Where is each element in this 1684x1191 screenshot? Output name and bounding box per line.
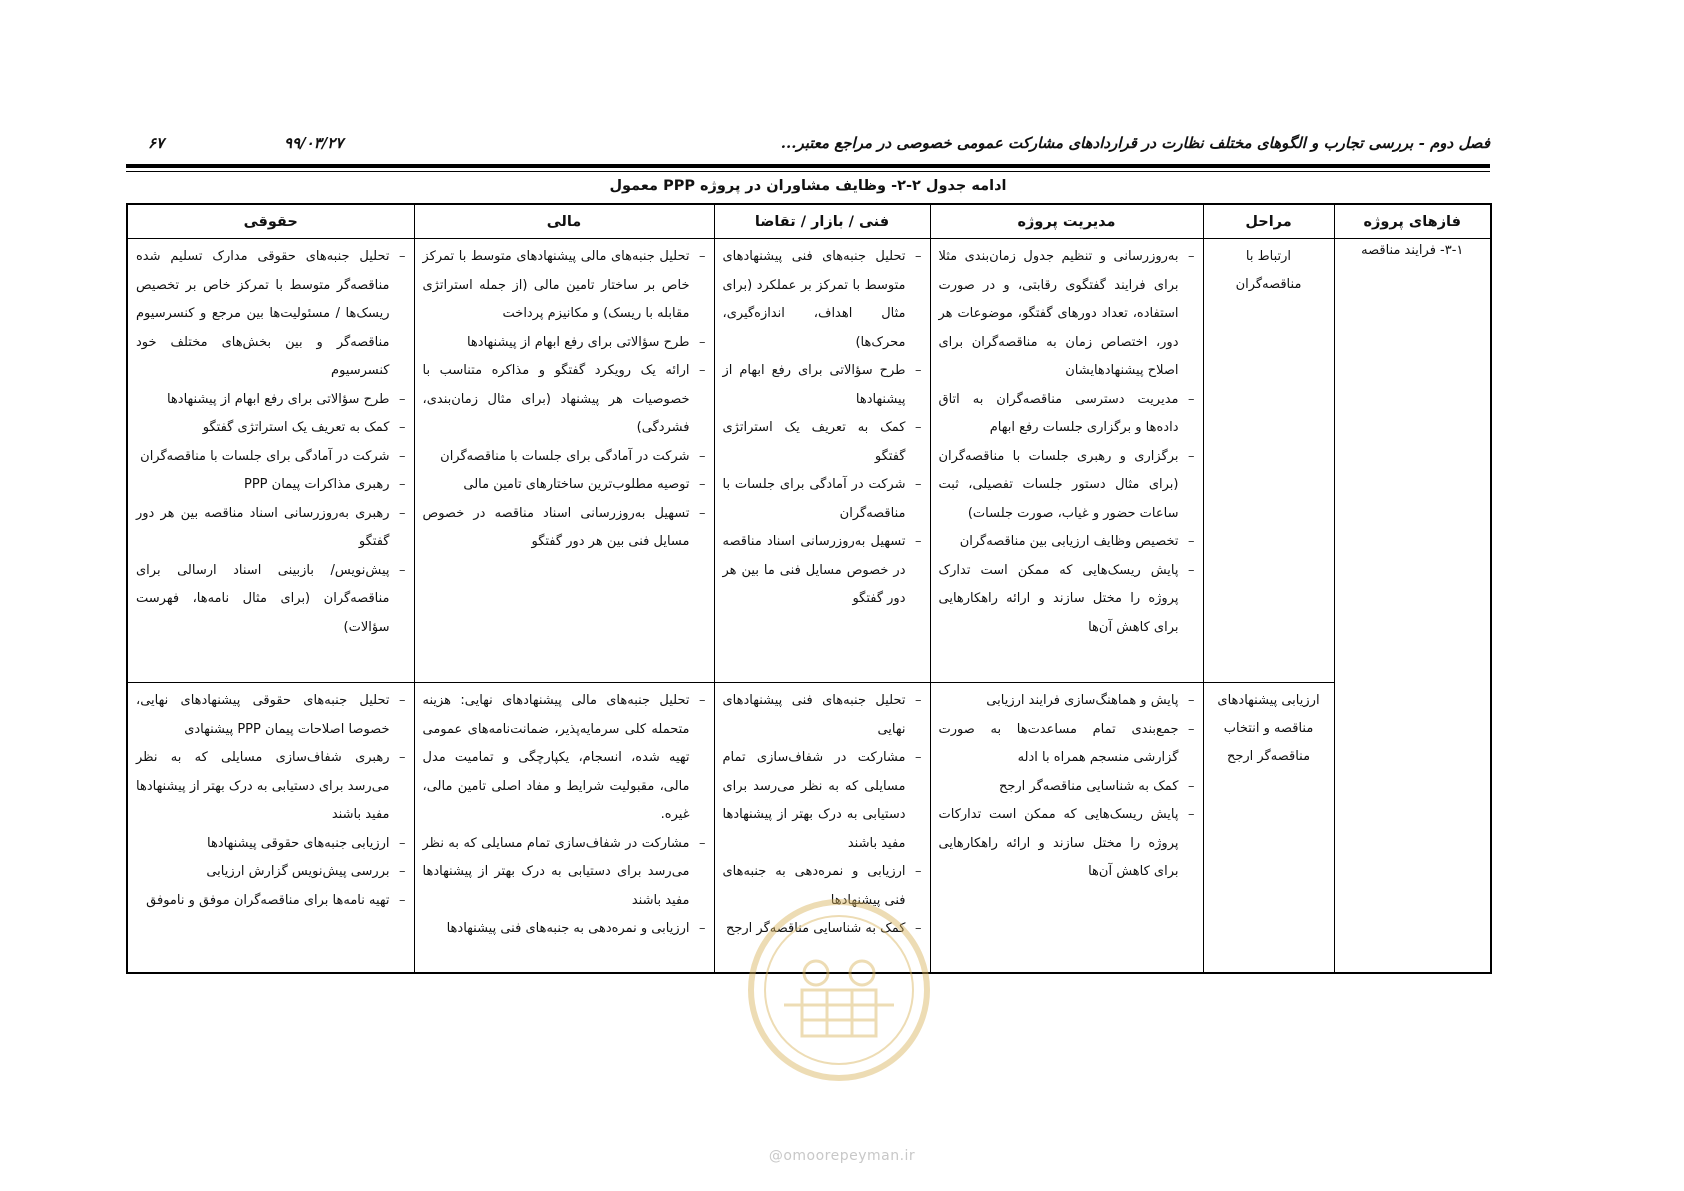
column-header-stages: مراحل: [1203, 204, 1334, 239]
list-item: – پایش ریسک‌هایی که ممکن است تدارک پروژه را مختل سازند و ارائه راهکارهایی برای کاهش آن‌ها: [939, 557, 1195, 643]
header-date: ۹۹/۰۳/۲۷: [284, 134, 344, 152]
column-header-phases: فازهای پروژه: [1334, 204, 1491, 239]
item-list: [136, 243, 406, 642]
item-list: [939, 687, 1195, 887]
stage-cell: ارتباط با مناقصه‌گران: [1203, 239, 1334, 683]
list-item: – طرح سؤالاتی برای رفع ابهام از پیشنهادها: [723, 357, 922, 414]
list-item: – رهبری مذاکرات پیمان PPP: [136, 471, 406, 500]
column-header-financial: مالی: [414, 204, 714, 239]
list-item: – ارائه یک رویکرد گفتگو و مذاکره متناسب با خصوصیات هر پیشنهاد (برای مثال زمان‌بندی، فشردگی): [423, 357, 706, 443]
list-item: – رهبری به‌روزرسانی اسناد مناقصه بین هر دور گفتگو: [136, 500, 406, 557]
list-item: – ارزیابی و نمره‌دهی به جنبه‌های فنی پیشنهادها: [723, 858, 922, 915]
list-item: – شرکت در آمادگی برای جلسات با مناقصه‌گران: [723, 471, 922, 528]
list-item: – تخصیص وظایف ارزیابی بین مناقصه‌گران: [939, 528, 1195, 557]
technical-cell: [714, 239, 930, 683]
list-item: – طرح سؤالاتی برای رفع ابهام از پیشنهادها: [423, 329, 706, 358]
technical-cell: [714, 683, 930, 973]
list-item: – کمک به تعریف یک استراتژی گفتگو: [136, 414, 406, 443]
list-item: – تحلیل جنبه‌های فنی پیشنهادهای نهایی: [723, 687, 922, 744]
list-item: – طرح سؤالاتی برای رفع ابهام از پیشنهادها: [136, 386, 406, 415]
column-header-legal: حقوقی: [127, 204, 414, 239]
list-item: – تحلیل جنبه‌های حقوقی مدارک تسلیم شده مناقصه‌گر متوسط با تمرکز خاص بر تخصیص ریسک‌ها / مسئولیت‌ها بین مرجع و کنسرسیوم مناقصه‌گر و بین بخش‌های مختلف خود کنسرسیوم: [136, 243, 406, 386]
list-item: – تسهیل به‌روزرسانی اسناد مناقصه در خصوص مسایل فنی ما بین هر دور گفتگو: [723, 528, 922, 614]
project-management-cell: [930, 239, 1203, 683]
list-item: – تحلیل جنبه‌های مالی پیشنهادهای متوسط با تمرکز خاص بر ساختار تامین مالی (از جمله استراتژی مقابله با ریسک) و مکانیزم پرداخت: [423, 243, 706, 329]
list-item: – مدیریت دسترسی مناقصه‌گران به اتاق داده‌ها و برگزاری جلسات رفع ابهام: [939, 386, 1195, 443]
item-list: [723, 687, 922, 944]
financial-cell: [414, 683, 714, 973]
list-item: – تحلیل جنبه‌های حقوقی پیشنهادهای نهایی، خصوصا اصلاحات پیمان PPP پیشنهادی: [136, 687, 406, 744]
list-item: – تحلیل جنبه‌های مالی پیشنهادهای نهایی: هزینه متحمله کلی سرمایه‌پذیر، ضمانت‌نامه‌های عمومی تهیه شده، انسجام، یکپارچگی و تمامیت مدل مالی، مقبولیت شرایط و مفاد اصلی تامین مالی، غیره.: [423, 687, 706, 830]
list-item: – کمک به تعریف یک استراتژی گفتگو: [723, 414, 922, 471]
list-item: – جمع‌بندی تمام مساعدت‌ها به صورت گزارشی منسجم همراه با ادله: [939, 716, 1195, 773]
list-item: – رهبری شفاف‌سازی مسایلی که به نظر می‌رسد برای دستیابی به درک بهتر از پیشنهادها مفید باشند: [136, 744, 406, 830]
list-item: – شرکت در آمادگی برای جلسات با مناقصه‌گران: [423, 443, 706, 472]
item-list: [723, 243, 922, 614]
column-header-technical: فنی / بازار / تقاضا: [714, 204, 930, 239]
list-item: – برگزاری و رهبری جلسات با مناقصه‌گران (برای مثال دستور جلسات تفصیلی، ثبت ساعات حضور و غیاب، صورت جلسات): [939, 443, 1195, 529]
legal-cell: [127, 239, 414, 683]
consultant-duties-table: [126, 203, 1492, 974]
list-item: – توصیه مطلوب‌ترین ساختارهای تامین مالی: [423, 471, 706, 500]
website-watermark: @omoorepeyman.ir: [768, 1148, 916, 1164]
chapter-title: فصل دوم - بررسی تجارب و الگوهای مختلف نظارت در قراردادهای مشارکت عمومی خصوصی در مراجع معتبر...: [780, 134, 1490, 152]
list-item: – پایش و هماهنگ‌سازی فرایند ارزیابی: [939, 687, 1195, 716]
list-item: – شرکت در آمادگی برای جلسات با مناقصه‌گران: [136, 443, 406, 472]
item-list: [423, 243, 706, 557]
item-list: [423, 687, 706, 944]
list-item: – تهیه نامه‌ها برای مناقصه‌گران موفق و ناموفق: [136, 887, 406, 916]
stage-cell: ارزیابی پیشنهادهای مناقصه و انتخاب مناقصه‌گر ارجح: [1203, 683, 1334, 973]
column-header-project-management: مدیریت پروژه: [930, 204, 1203, 239]
table-row: [127, 239, 1491, 683]
list-item: – مشارکت در شفاف‌سازی تمام مسایلی که به نظر می‌رسد برای دستیابی به درک بهتر از پیشنهادها مفید باشند: [723, 744, 922, 858]
list-item: – به‌روزرسانی و تنظیم جدول زمان‌بندی مثلا برای فرایند گفتگوی رقابتی، و در صورت استفاده، تعداد دورهای گفتگو، موضوعات هر دور، اختصاص زمان به مناقصه‌گران برای اصلاح پیشنهادهایشان: [939, 243, 1195, 386]
page-number: ۶۷: [148, 134, 165, 152]
list-item: – کمک به شناسایی مناقصه‌گر ارجح: [723, 915, 922, 944]
list-item: – پیش‌نویس/ بازبینی اسناد ارسالی برای مناقصه‌گران (برای مثال نامه‌ها، فهرست سؤالات): [136, 557, 406, 643]
table-row: [127, 683, 1491, 973]
table-header-row: [127, 204, 1491, 239]
legal-cell: [127, 683, 414, 973]
item-list: [136, 687, 406, 915]
page-header: [126, 128, 1490, 158]
list-item: – پایش ریسک‌هایی که ممکن است تدارکات پروژه را مختل سازند و ارائه راهکارهایی برای کاهش آن‌ها: [939, 801, 1195, 887]
financial-cell: [414, 239, 714, 683]
header-rule-thin: [126, 171, 1490, 172]
list-item: – بررسی پیش‌نویس گزارش ارزیابی: [136, 858, 406, 887]
list-item: – تحلیل جنبه‌های فنی پیشنهادهای متوسط با تمرکز بر عملکرد (برای مثال اهداف، اندازه‌گیری، محرک‌ها): [723, 243, 922, 357]
table-caption: ادامه جدول ۲-۲- وظایف مشاوران در پروژه PPP معمول: [609, 178, 1007, 194]
list-item: – ارزیابی جنبه‌های حقوقی پیشنهادها: [136, 830, 406, 859]
list-item: – مشارکت در شفاف‌سازی تمام مسایلی که به نظر می‌رسد برای دستیابی به درک بهتر از پیشنهادها مفید باشند: [423, 830, 706, 916]
list-item: – تسهیل به‌روزرسانی اسناد مناقصه در خصوص مسایل فنی بین هر دور گفتگو: [423, 500, 706, 557]
list-item: – کمک به شناسایی مناقصه‌گر ارجح: [939, 773, 1195, 802]
project-management-cell: [930, 683, 1203, 973]
header-rule-thick: [126, 164, 1490, 168]
list-item: – ارزیابی و نمره‌دهی به جنبه‌های فنی پیشنهادها: [423, 915, 706, 944]
phase-cell: ۳-۱- فرایند مناقصه: [1334, 239, 1491, 973]
item-list: [939, 243, 1195, 642]
